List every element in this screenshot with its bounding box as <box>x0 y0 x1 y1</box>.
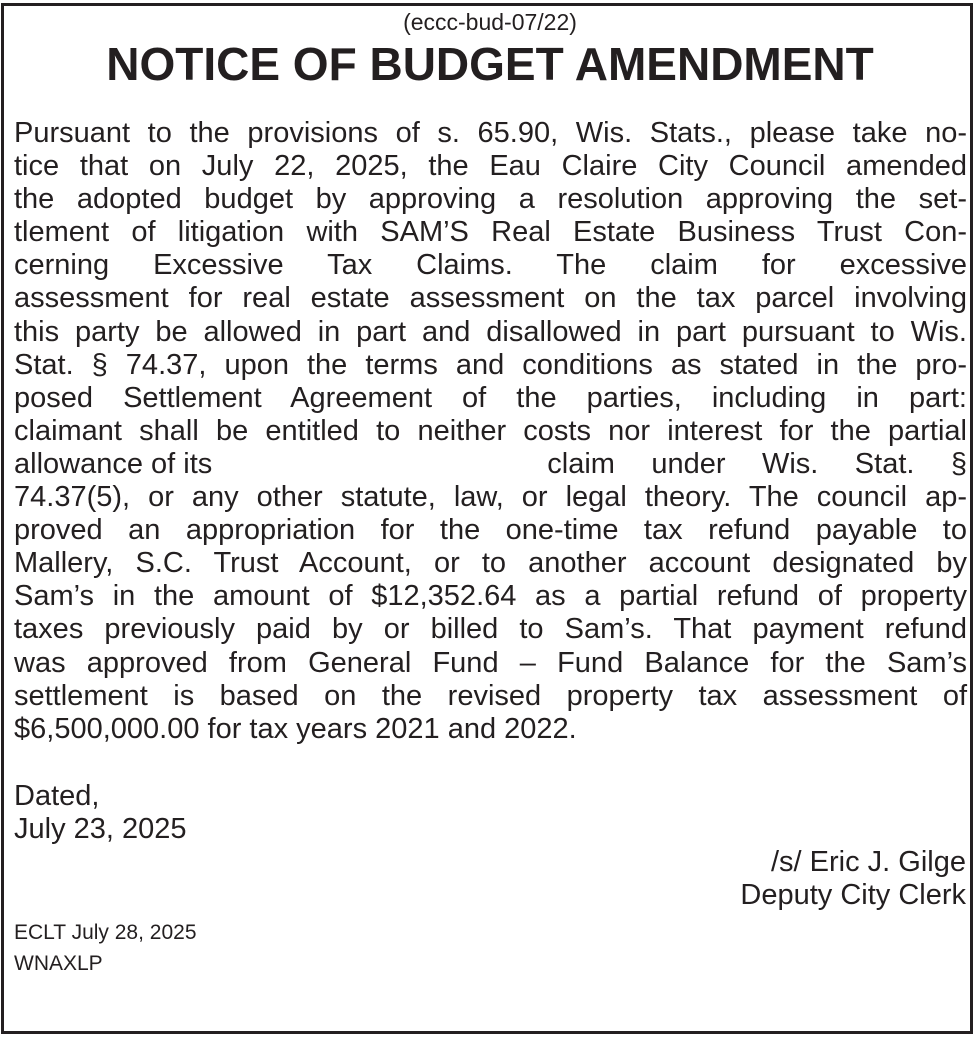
body-line: tice that on July 22, 2025, the Eau Claire City Council amended <box>14 150 967 183</box>
dated-value: July 23, 2025 <box>14 813 187 845</box>
body-line: the adopted budget by approving a resolution approving the set- <box>14 183 967 216</box>
body-line: Pursuant to the provisions of s. 65.90, Wis. Stats., please take no- <box>14 117 967 149</box>
body-line: this party be allowed in part and disallowed in part pursuant to Wis. <box>14 315 967 348</box>
footer-code: WNAXLP <box>14 952 103 975</box>
body-line: tlement of litigation with SAM’S Real Estate Business Trust Con- <box>14 216 967 249</box>
signature-name: /s/ Eric J. Gilge <box>771 846 966 878</box>
body-line-right-fragment: claim under Wis. Stat. § <box>547 447 967 480</box>
body-line: settlement is based on the revised property tax assessment of <box>14 679 967 712</box>
body-line: posed Settlement Agreement of the parties, including in part: <box>14 381 967 414</box>
body-line: taxes previously paid by or billed to Sam’s. That payment refund <box>14 613 967 646</box>
body-line: assessment for real estate assessment on the tax parcel involving <box>14 282 967 315</box>
notice-body <box>14 117 967 746</box>
body-line: Sam’s in the amount of $12,352.64 as a partial refund of property <box>14 580 967 613</box>
body-line-left-fragment: allowance of its <box>14 447 213 480</box>
dated-label: Dated, <box>14 780 100 812</box>
body-line: Stat. § 74.37, upon the terms and conditions as stated in the pro- <box>14 348 967 381</box>
body-line: 74.37(5), or any other statute, law, or legal theory. The council ap- <box>14 481 967 514</box>
notice-title: NOTICE OF BUDGET AMENDMENT <box>106 38 874 90</box>
signature-block <box>740 846 966 912</box>
footer-block <box>14 917 197 979</box>
footer-publication: ECLT July 28, 2025 <box>14 921 197 944</box>
body-line-with-gap <box>14 448 967 481</box>
signer-title: Deputy City Clerk <box>740 879 966 911</box>
body-line: proved an appropriation for the one-time tax refund payable to <box>14 514 967 547</box>
notice-code: (eccc-bud-07/22) <box>403 9 577 35</box>
dated-block <box>14 780 187 846</box>
body-line: claimant shall be entitled to neither costs nor interest for the partial <box>14 414 967 447</box>
body-line-last: $6,500,000.00 for tax years 2021 and 2022. <box>14 712 577 745</box>
body-line: was approved from General Fund – Fund Balance for the Sam’s <box>14 646 967 679</box>
body-line: cerning Excessive Tax Claims. The claim for excessive <box>14 249 967 282</box>
body-line: Mallery, S.C. Trust Account, or to another account designated by <box>14 547 967 580</box>
